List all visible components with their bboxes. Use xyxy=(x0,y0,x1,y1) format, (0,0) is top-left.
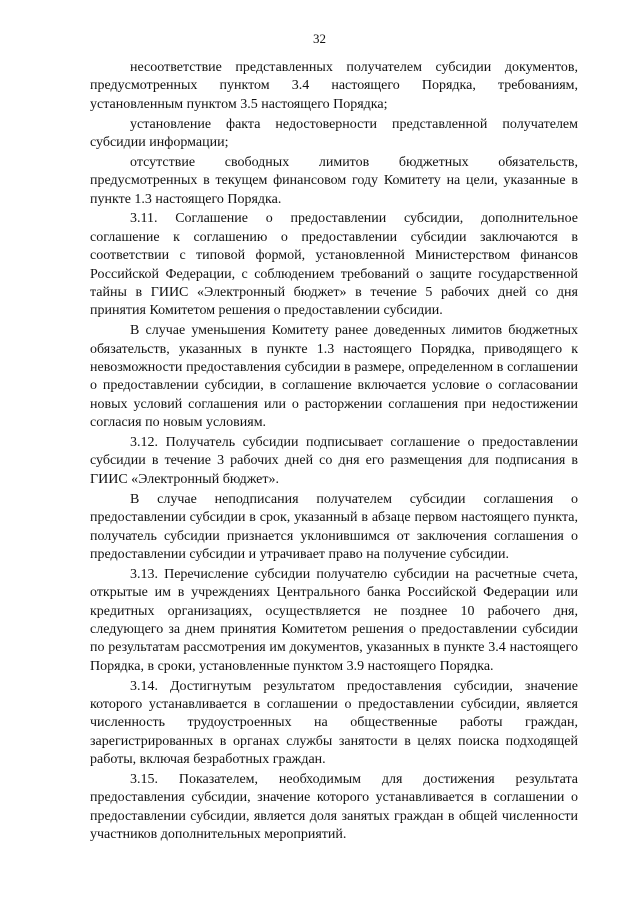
paragraph-3: отсутствие свободных лимитов бюджетных обязательств, предусмотренных в текущем финансовом году Комитету на цели, указанные в пункте 1.3 настоящего Порядка. xyxy=(90,154,578,207)
paragraph-3-12: 3.12. Получатель субсидии подписывает соглашение о предоставлении субсидии в течение 3 рабочих дней со дня его размещения для подписания в ГИИС «Электронный бюджет». xyxy=(90,435,578,487)
paragraph-2: установление факта недостоверности представленной получателем субсидии информации; xyxy=(90,116,578,151)
paragraph-3-15: 3.15. Показателем, необходимым для достижения результата предоставления субсидии, значение которого устанавливается в соглашении о предоставлении субсидии, является доля занятых граждан в общей численности участников дополнительных мероприятий. xyxy=(90,771,578,843)
paragraph-3-11-reduction: В случае уменьшения Комитету ранее доведенных лимитов бюджетных обязательств, указанных в пункте 1.3 настоящего Порядка, приводящего к невозможности предоставления субсидии в размере, определенном в соглашении о предоставлении субсидии, в соглашение включается условие о согласовании новых условий соглашения или о расторжении соглашения при недостижении согласия по новым условиям. xyxy=(90,323,578,431)
paragraph-3-13: 3.13. Перечисление субсидии получателю субсидии на расчетные счета, открытые им в учреждениях Центрального банка Российской Федерации или кредитных организациях, осуществляется не позднее 10 рабочего дня, следующего за днем принятия Комитетом решения о предоставлении субсидии по результатам рассмотрения им документов, указанных в пункте 3.4 настоящего Порядка, в сроки, установленные пунктом 3.9 настоящего Порядка. xyxy=(90,566,578,674)
paragraph-1: несоответствие представленных получателем субсидии документов, предусмотренных пунктом 3.4 настоящего Порядка, требованиям, установленным пунктом 3.5 настоящего Порядка; xyxy=(90,60,578,112)
paragraph-3-14: 3.14. Достигнутым результатом предоставления субсидии, значение которого устанавливается в соглашении о предоставлении субсидии, является численность трудоустроенных на общественные работы граждан, зарегистрированных в органах службы занятости в целях поиска подходящей работы, включая безработных граждан. xyxy=(90,678,578,768)
paragraph-3-12-nonsigning: В случае неподписания получателем субсидии соглашения о предоставлении субсидии в срок, указанный в абзаце первом настоящего пункта, получатель субсидии признается уклонившимся от заключения соглашения о предоставлении субсидии и утрачивает право на получение субсидии. xyxy=(90,491,578,562)
document-body xyxy=(90,59,578,846)
page-number: 32 xyxy=(313,31,326,46)
paragraph-3-11: 3.11. Соглашение о предоставлении субсидии, дополнительное соглашение к соглашению о предоставлении субсидии заключаются в соответствии с типовой формой, установленной Министерством финансов Российской Федерации, с соблюдением требований о защите государственной тайны в ГИИС «Электронный бюджет» в течение 5 рабочих дней со дня принятия Комитетом решения о предоставлении субсидии. xyxy=(90,211,578,319)
